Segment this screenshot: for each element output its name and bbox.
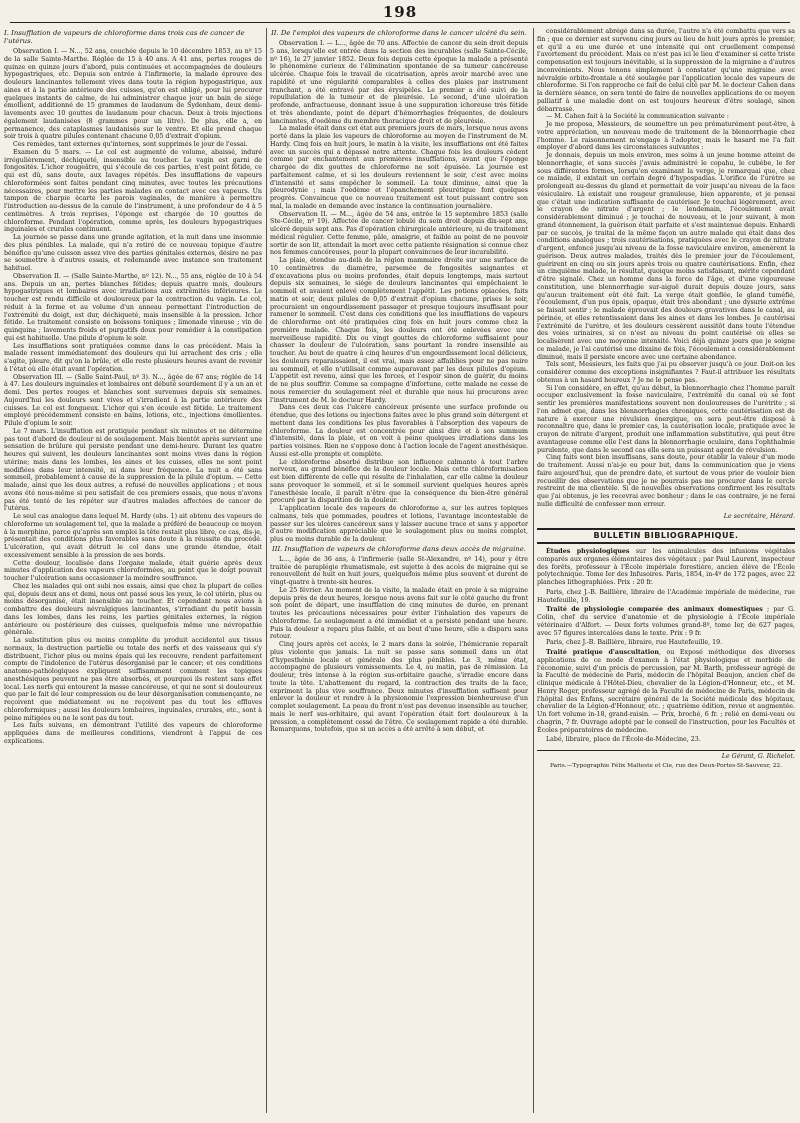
paragraph: La substitution plus ou moins complète du produit accidentel aux tissus normaux, la destruction partielle ou totale des nerfs et des vaisseaux qui s'y distribuent, l'ichor plus ou moins épais qui les recouvre, rendent parfaitement compte de l'indolence de l'utérus désorganisé par le cancer; et ces conditions anatomo-pathologiques expliquent suffisamment comment les topiques anesthésiques peuvent ne pas être absorbés, et pourquoi ils restent sans effet local. Les nerfs qui entourent la masse cancéreuse, et qui ne sont si douloureux que par le fait de leur compression ou de leur désorganisation commençante, ne reçoivent que médiatement ou ne reçoivent pas du tout les effluves chloroformiques ; aussi les douleurs lombaires, inguinales, crurales, etc., sont à peine mitigées ou ne le sont pas du tout. — [4, 637, 262, 722]
paragraph: La journée se passe dans une grande agitation, et la nuit dans une insomnie des plus pénibles. La malade, qui n'a retiré de ce nouveau topique d'autre bénéfice qu'une cuisson assez vive des parties génitales externes, désire ne pas se soumettre à d'autres essais, et redemande avec instance son traitement habituel. — [4, 234, 262, 272]
paragraph: Cinq jours après cet accès, le 2 mars dans la soirée, l'hémicranie reparaît plus violente que jamais. La nuit se passe sans sommeil dans un état d'hypesthénie locale et générale des plus pénibles. Le 3, même état, accompagné de plusieurs vomissements. Le 4, au matin, pas de rémission. La douleur, très intense à la région sus-orbitaire gauche, s'irradie encore dans toute la tête. L'abattement du regard, la contraction des traits de la face, expriment la plus vive souffrance. Deux minutes d'insufflation suffisent pour enlever la douleur et rendre à la physionomie l'expression bienheureuse d'un complet soulagement. La peau du front n'est pas devenue insensible au toucher, mais le nerf sus-orbitaire, qui avant l'opération était fort douloureux à la pression, a complètement cessé de l'être. Ce soulagement rapide a été durable. Remarquons, toutefois, que si un accès a été arrêté à son début, et — [270, 641, 528, 734]
bibliography-entry — [537, 649, 795, 734]
column-1 — [4, 28, 262, 1113]
secretary-signature: Le secrétaire, Hérard. — [723, 512, 795, 520]
paragraph: Cinq faits sont bien insuffisans, sans doute, pour établir la valeur d'un mode de traitement. Aussi n'ai-je eu pour but, dans la communication que je viens faire aujourd'hui, que de prendre date, et surtout de vous prier de vouloir bien recueillir des observations que je ne pourrais pas me procurer dans le cercle restreint de ma clientèle. Si de nouvelles observations confirment les résultats que j'ai obtenus, je les recevrai avec bonheur ; dans le cas contraire, je ne ferai nulle difficulté de confesser mon erreur. — [537, 454, 795, 508]
header-rule — [10, 22, 790, 23]
paragraph: Les insufflations sont pratiquées comme dans le cas précédent. Mais la malade ressent immédiatement des douleurs qui lui arrachent des cris ; elle s'agite, pleure, dit qu'on la brûle, et elle reste plusieurs heures avant de revenir à l'état où elle était avant l'opération. — [4, 342, 262, 373]
paragraph: Je me proposa, Messieurs, de soumettre un peu prématurément peut-être, à votre appréciation, un nouveau mode de traitement de la blennorrhagie chez l'homme. Le raisonnement m'engage à l'adopter, mais le hasard me l'a fait employer d'abord dans les circonstances suivantes : — [537, 121, 795, 152]
printer-line: Paris.—Typographie Félix Malteste et Cie, rue des Deux-Portes-St-Sauveur, 22. — [550, 762, 782, 769]
paragraph: Tels sont, Messieurs, les faits que j'ai pu observer jusqu'à ce jour. Doit-on les considérer comme des exceptions insignifiantes ? Faut-il attribuer les résultats obtenus à un hasard heureux ? Je ne le pense pas. — [537, 361, 795, 384]
bibliography-entry-text: , ou Exposé méthodique des diverses applications de ce mode d'examen à l'état physiologique et morbide de l'économie, suivi d'un précis de percussion, par M. Barth, professeur agrégé de la Faculté de médecine de Paris, médecin de l'hôpital Beaujon, ancien chef de clinique médicale à l'Hôtel-Dieu, chevalier de la Légion-d'Honneur, etc., et M. Henry Roger, professeur agrégé de la Faculté de médecine de Paris, médecin de l'hôpital des Enfans, secrétaire général de la Société médicale des hôpitaux, chevalier de la Légion-d'Honneur, etc. ; quatrième édition, revue et augmentée. Un fort volume in-18, grand-raisin. — Prix, broché, 6 fr. ; relié en demi-veau ou chagrin, 7 fr. Ouvrage adopté par le conseil de l'instruction, pour les Facultés et Écoles préparatoires de médecine. — [537, 649, 795, 734]
footer-rule — [537, 750, 795, 751]
paragraph: L..., âgée de 36 ans, à l'infirmerie (salle St-Alexandre, nº 14), pour y être traitée de paraplégie rhumatismale, est sujette à des accès de migraine qui se renouvellent de huit en huit jours, quelquefois même plus souvent et durent de vingt-quatre à trente-six heures. — [270, 555, 528, 586]
column-2 — [270, 28, 528, 1113]
column-3-body — [537, 28, 795, 509]
bibliography-entry — [537, 589, 795, 605]
paragraph: Je donnais, depuis un mois environ, mes soins à un jeune homme atteint de blennorrhagie, et sans succès j'avais administré le copahu, le cubèbe, le fer sous différentes formes, lorsqu'en examinant la verge, je remarquai que, chez ce malade, il existait un certain degré d'hypospadias. L'orifice de l'urètre se prolongeait au-dessus du gland et permettait de voir jusqu'au niveau de la face vésiculaire. Là existait une rougeur granuleuse, bien apparente, et je pensai que c'était une indication suffisante de cautériser. Je touchai légèrement, avec le crayon de nitrate d'argent ; le lendemain, l'écoulement avait considérablement diminué ; je touchai de nouveau, et le jour suivant, à mon grand étonnement, la guérison était parfaite et s'est maintenue depuis. Enhardi par ce succès, je traitai de la même façon un autre malade qui était dans des conditions analogues ; trois cautérisations, pratiquées avec le crayon de nitrate d'argent, enfoncé jusqu'au niveau de la fosse naviculaire environ, amenèrent la guérison. Deux autres malades, traités dès le premier jour de l'écoulement, guérirent en cinq ou six jours après trois ou quatre cautérisations. Enfin, chez un cinquième malade, le résultat, quoique moins satisfaisant, mérite cependant d'être signalé. Chez un homme dans la force de l'âge, et d'une vigoureuse constitution, une blennorrhagie sur-aiguë durait depuis douze jours, sans qu'aucun traitement eût été fait. La verge était gonflée, le gland tuméfié, l'écoulement, d'un pus épais, opaque, était très abondant ; une dysurie extrême se faisait sentir ; le malade éprouvait des douleurs gravatives dans le canal, au périnée, et elles retentissaient dans les aines et dans les lombes. Je cautérisai l'extrémité de l'urètre, et les douleurs cessèrent aussitôt dans toute l'étendue des voies urinaires, si ce n'est au niveau du point cautérisé où elles se localisèrent avec une moyenne intensité. Voici déjà quinze jours que je soigne ce malade, je l'ai cautérisé une dixaine de fois, l'écoulement a considérablement diminué, mais il persiste encore avec une certaine abondance. — [537, 152, 795, 361]
paragraph: — M. Cahen fait à la Société la communication suivante : — [546, 113, 729, 121]
bibliography-entry — [537, 548, 795, 587]
bibliography-entry-text: sur les animalcules des infusions végétales comparés aux organes élémentaires des végétaux ; par Paul Laurent, inspecteur des forêts, professeur à l'École impériale forestière, ancien élève de l'École polytechnique. Tome Ier des Infusoires. Paris, 1854, in-4º de 172 pages, avec 22 planches lithographiées. Prix : 20 fr. — [537, 548, 795, 586]
paragraph: Observation II. — (Salle Sainte-Marthe, nº 12). N..., 55 ans, réglée de 10 à 54 ans. Depuis un an, pertes blanches fétides; depuis quatre mois, douleurs hypogastriques et lombaires avec irradiations aux extrémités inférieures. Le toucher est rendu difficile et douloureux par la contraction du vagin. Le col, réduit à la forme et au volume d'un anneau permettant l'introduction de l'extrémité du doigt, est dur, déchiqueté, mais insensible à la pression. Ichor fétide. Le traitement consiste en boissons toniques ; limonade vineuse ; vin de quinquina ; lavements froids et purgatifs doux pour remédier à la constipation qui est habituelle. Une pilule d'opium le soir. — [4, 272, 262, 342]
section-heading-migraine: III. Insufflation de vapeurs de chloroforme dans deux accès de migraine. — [272, 544, 526, 553]
page-number: 198 — [382, 3, 418, 21]
bibliography-entry-title: Traité de physiologie comparée des animaux domestiques — [546, 606, 763, 614]
bibliography-entry-title: Traité pratique d'auscultation — [546, 649, 659, 656]
column-divider — [266, 28, 267, 1113]
paragraph: Cette douleur, localisée dans l'organe malade, était guérie après deux minutes d'application des vapeurs chloroformées, au point que le doigt pouvait toucher l'ulcération sans occasionner la moindre souffrance. — [4, 559, 262, 582]
bibliography-entry — [537, 736, 795, 744]
paragraph: Observation I. — L..., âgée de 70 ans. Affectée de cancer du sein droit depuis 5 ans, lorsqu'elle est entrée dans la section des incurables (salle Sainte-Cécile, nº 16), le 27 janvier 1852. Deux fois depuis cette époque la malade a présenté le phénomène curieux de l'élimination spontanée de sa tumeur cancéreuse ulcérée. Chaque fois le travail de cicatrisation, après avoir marché avec une rapidité et une régularité comparables à celles des plaies par instrument tranchant, a été entravé par des érysipèles. Le premier a été suivi de la repullulation de la tumeur et de pleurésie. Le second, d'une ulcération profonde, anfractueuse, donnant issue à une suppuration ichoreuse très fétide et très abondante, point de départ d'hémorrhagies fréquentes, de douleurs lancinantes, d'oedème du membre thoracique droit et de pleurésie. — [270, 40, 528, 125]
bibliography-list — [537, 548, 795, 744]
paragraph: Dans ces deux cas l'ulcère cancéreux présente une surface profonde ou étendue, que des lotions ou injections faites avec le plus grand soin détergent et mettent dans les conditions les plus favorables à l'absorption des vapeurs de chloroforme. La douleur est concentrée pour ainsi dire et à son summum d'intensité, dans la plaie, et on voit à peine quelques irradiations dans les parties voisines. Rien ne s'oppose donc à l'action locale de l'agent anesthésique. Aussi est-elle prompte et complète. — [270, 404, 528, 458]
column-divider — [533, 28, 534, 1113]
paragraph: L'application locale des vapeurs de chloroforme a, sur les autres topiques calmans, tels que pommades, poudres et lotions, l'avantage incontestable de passer sur les ulcères cancéreux sans y laisser aucune trace et sans y apporter d'autre modification appréciable que le soulagement plus ou moins complet, plus ou moins durable de la douleur. — [270, 505, 528, 543]
section-heading-uterus: I. Insufflation de vapeurs de chloroforme dans trois cas de cancer de l'utérus. — [4, 29, 245, 45]
paragraph: Le seul cas analogue dans lequel M. Hardy (obs. 1) ait obtenu des vapeurs de chloroforme un soulagement tel, que la malade a préféré de beaucoup ce moyen à la morphine, parce qu'après son emploi la tête restait plus libre, ce cas, dis-je, présentait des conditions plus favorables sans doute à la réussite du procédé. L'ulcération, qui avait détruit le col dans une grande étendue, était excessivement sensible à la pression de ses bords. — [4, 513, 262, 559]
bulletin-title: BULLETIN BIBLIOGRAPHIQUE. — [537, 528, 795, 544]
paragraph: Observation III. — (Salle Saint-Paul, nº 3). N..., âgée de 67 ans; réglée de 14 à 47. Les douleurs inguinales et lombaires ont débuté sourdement il y a un an et demi. Des pertes rouges et blanches sont survenues depuis six semaines. Aujourd'hui les douleurs sont vives et s'irradient à la partie antérieure des cuisses. Le col est fongueux. L'ichor qui s'en écoule est fétide. Le traitement employé précédemment consiste en bains, lotions, etc., injections émollientes. Pilule d'opium le soir. — [4, 373, 262, 427]
paragraph: Si l'on considère, en effet, qu'au début, la blennorrhagie chez l'homme paraît occuper exclusivement la fosse naviculaire, l'extrémité du canal où se font sentir les premières manifestations souvent non douloureuses de l'urétrite ; si l'on admet que, dans les blennorrhagies chroniques, cette cautérisation est de nature à exercer une révulsion énergique, on sera peut-être disposé à reconnaître que, dans le premier cas, la cautérisation locale, pratiquée avec le crayon de nitrate d'argent, produit une inflammation substitutive, qui peut être avantageuse comme elle l'est dans la blennorrhagie oculaire, dans l'ophthalmie purulente, que dans le second cas elle sera un puissant agent de révulsion. — [537, 384, 795, 454]
paragraph: La plaie, étendue au-delà de la région mammaire droite sur une surface de 10 centimètres de diamètre, parsemée de fongosités saignantes et d'excavations plus ou moins profondes, était depuis longtemps, mais surtout depuis six semaines, le siége de douleurs lancinantes qui empêchaient le sommeil et avaient enlevé complètement l'appétit. Les potions opiacées, faits matin et soir, deux pilules de 0,05 d'extrait d'opium chacune, prises le soir, procuraient un engourdissement passager et presque toujours insuffisant pour ramener le sommeil. C'est dans ces conditions que les insufflations de vapeurs de chloroforme ont été pratiquées cinq fois en huit jours comme chez la première malade. Chaque fois, les douleurs ont été enlevées avec une merveilleuse rapidité. Dix ou vingt gouttes de chloroforme suffisaient pour chasser la douleur de l'ulcération, sans pourtant la rendre insensible au toucher. Au bout de quatre à cinq heures d'un engourdissement local délicieux, les douleurs reparaissaient, il est vrai, mais assez affaiblies pour ne pas nuire au sommeil, et elle n'utilisait comme auparavant par les deux pilules d'opium. L'appétit est revenu, ainsi que les forces, et l'espoir sinon de guérir, du moins de ne plus souffrir. Comme sa compagne d'infortune, cette malade ne cesse de nous remercier du soulagement réel et durable que nous lui procurons avec l'instrument de M. le docteur Hardy. — [270, 257, 528, 404]
section-heading-breast: II. De l'emploi des vapeurs de chloroforme dans le cancer ulcéré du sein. — [271, 29, 527, 37]
paragraph: Le 25 février. Au moment de la visite, la malade était en proie à sa migraine depuis près de deux heures, lorsque nous avons fait sur le côté gauche du front son point de départ, une insufflation de cinq minutes de durée, en prenant toutes les précautions nécessaires pour éviter l'inhalation des vapeurs de chloroforme. Le soulagement a été immédiat et a persisté pendant une heure. Puis la douleur a reparu plus faible, et au bout d'une heure, elle a disparu sans retour. — [270, 586, 528, 641]
paragraph: La malade était dans cet état aux premiers jours de mars, lorsque nous avons porté dans la plaie les vapeurs de chloroforme au moyen de l'instrument de M. Hardy. Cinq fois en huit jours, le matin à la visite, les insufflations ont été faites avec un succès qui a dépassé notre attente. Chaque fois les douleurs cèdent comme par enchantement aux premières insufflations, avant que l'éponge chargée de dix gouttes de chloroforme ne soit épuisée. La journée est parfaitement calme, et si les douleurs reviennent le soir, c'est avec moins d'intensité et sans empêcher le sommeil. La toux diminue, ainsi que la pleurodynie ; mais l'oedème et l'épanchement pleurétique font quelques progrès. Convaincue que ce nouveau traitement est tout puissant contre son mal, la malade en demande avec instance la continuation journalière. — [270, 125, 528, 210]
gerant-signature: Le Gérant, G. Richelot. — [721, 753, 795, 760]
bibliography-entry-title: Études physiologiques — [546, 548, 630, 555]
paragraph: Chez les malades qui ont subi nos essais, ainsi que chez la plupart de celles qui, depuis deux ans et demi, nous ont passé sous les yeux, le col utérin, plus ou moins désorganisé, était insensible au toucher. Et cependant nous avions à combattre des douleurs névralgiques lancinantes, s'irradiant du petit bassin dans les lombes, dans les reins, les parties génitales externes, la région antérieure ou postérieure des cuisses, quelquefois même une névropathie générale. — [4, 582, 262, 637]
column-3 — [537, 28, 795, 1113]
column-2-body — [270, 40, 528, 544]
paragraph: Observation I. — N..., 52 ans, couchée depuis le 10 décembre 1853, au nº 15 de la salle Sainte-Marthe. Réglée de 15 à 40 ans. A 41 ans, pertes rouges de quinze en quinze jours d'abord, puis continuées et accompagnées de douleurs hypogastriques, etc. Depuis son entrée à l'infirmerie, la malade éprouve des douleurs lancinantes tellement vives dans toute la région hypogastrique, aux aines et à la partie antérieure des cuisses, qu'on est obligé, pour lui procurer quelques instants de calme, de lui administrer chaque jour un bain de siége émollient, additionné de 15 grammes de laudanum de Sydenham, deux demi-lavements avec 10 gouttes de laudanum pour chacun. Deux à trois injections également laudanisées (8 grammes pour un litre). De plus, elle a, en permanence, des cataplasmes laudanisés sur le ventre. Et elle prend chaque soir trois à quatre pilules contenant chacune 0,05 d'extrait d'opium. — [4, 48, 262, 141]
paragraph: Le chloroforme absorbé distribue son influence calmante à tout l'arbre nerveux, au grand bénéfice de la douleur locale. Mais cette chloroformisation est bien différente de celle qui résulte de l'inhalation, car elle calme la douleur sans provoquer le sommeil, et si le sommeil survient quelques heures après l'anesthésie locale, il paraît n'être que la conséquence du bien-être général procuré par la disparition de la douleur. — [270, 458, 528, 505]
paragraph: considérablement abrégé dans sa durée, l'autre n'a été combattu que vers sa fin ; que ce dernier est survenu cinq jours au lieu de huit jours après le premier, et qu'il a eu une durée et une intensité qui ont cruellement compensé l'avortement du précédent. Mais ce n'est pas ici le lieu d'examiner si cette triste compensation est toujours inévitable, si la suppression de la migraine a d'autres inconvénients. Nous tenons simplement à constater qu'une migraine avec névralgie orbito-frontale a été soulagée par l'application locale des vapeurs de chloroforme. Si l'on rapproche ce fait de celui cité par M. le docteur Cahen dans la dernière séance, on sera tenté de faire de nouvelles applications de ce moyen palliatif à une maladie dont on est toujours heureux d'être soulagé, sinon débarrassé. — [537, 28, 795, 113]
paragraph: Ces remèdes, tant externes qu'internes, sont supprimés le jour de l'essai. — [13, 141, 248, 148]
bibliography-entry-text: Paris, chez J.-B. Baillière, libraire, rue Hautefeuille, 19. — [546, 639, 723, 647]
bibliography-entry — [537, 639, 795, 647]
paragraph: Le 7 mars. L'insufflation est pratiquée pendant six minutes et ne détermine pas tout d'abord de douleur ni de soulagement. Mais bientôt après survient une sensation de brûlure qui persiste pendant une demi-heure. Durant les quatre heures qui suivent, les douleurs lancinantes sont moins vives dans la région utérine; mais dans les lombes, les aines et les cuisses, elles ne sont point modifiées dans leur intensité, ni dans leur fréquence. La nuit a été sans sommeil, probablement à cause de la suppression de la pilule d'opium. — Cette malade, ainsi que les deux autres, a refusé de nouvelles applications ; et nous avons été nous-même si peu satisfait de ces premiers essais, que nous n'avons pas été tenté de les répéter sur d'autres malades affectées de cancer de l'utérus. — [4, 427, 262, 513]
column-2-body-migraine — [270, 556, 528, 734]
paragraph: Les faits suivans, en démontrant l'utilité des vapeurs de chloroforme appliquées dans de meilleures conditions, viendront à l'appui de ces explications. — [4, 722, 262, 745]
bibliography-entry-text: ; par G. Colin, chef du service d'anatomie et de physiologie à l'École impériale vétérinaire d'Alfort. — Deux forts volumes grand-8º, tome Ier, de 627 pages, avec 57 figures intercalées dans le texte. Prix : 9 fr. — [537, 606, 795, 637]
paragraph: Examen du 5 mars. — Le col est augmenté de volume, abaissé, induré irrégulièrement, déchiqueté, insensible au toucher. Le vagin est garni de fongosités. L'ichor rougeâtre, qui s'écoule de ces parties, n'est point fétide, ce qui est dû, sans doute, aux lavages répétés. Des insufflations de vapeurs chloroformées sont faites pendant cinq minutes, avec toutes les précautions nécessaires, pour mettre les parties malades en contact avec ces vapeurs. Un tampon de charpie écarte les parois vaginales, de manière à permettre l'introduction au-dessus de la canule de l'instrument, à une profondeur de 4 à 5 centimètres. A trois reprises, l'éponge est chargée de 10 gouttes de chloroforme. Pendant l'opération, comme après, les douleurs hypogastriques inguinales et crurales continuent. — [4, 148, 262, 234]
column-1-body — [4, 48, 262, 746]
bibliography-entry — [537, 606, 795, 637]
bibliography-entry-text: Paris, chez J.-B. Baillière, libraire de l'Académie impériale de médecine, rue Hautefeuille, 19. — [537, 588, 795, 604]
paragraph: Observation II. — M..., âgée de 54 ans, entrée le 15 septembre 1853 (salle Ste-Cécile, nº 19). Affectée de cancer lobulé du sein droit depuis dix-sept ans, ulcéré depuis sept ans. Pas d'opération chirurgicale antérieure, ni de traitement médical régulier. Cette femme, pâle, amaigrie, et faible au point de ne pouvoir sortir de son lit, attendait la mort avec cette patiente résignation si connue chez nos femmes cancéreuses, pour la plupart convaincues de leur incurabilité. — [270, 210, 528, 257]
bibliography-entry-text: Labé, libraire, place de l'École-de-Médecine, 23. — [546, 736, 701, 744]
